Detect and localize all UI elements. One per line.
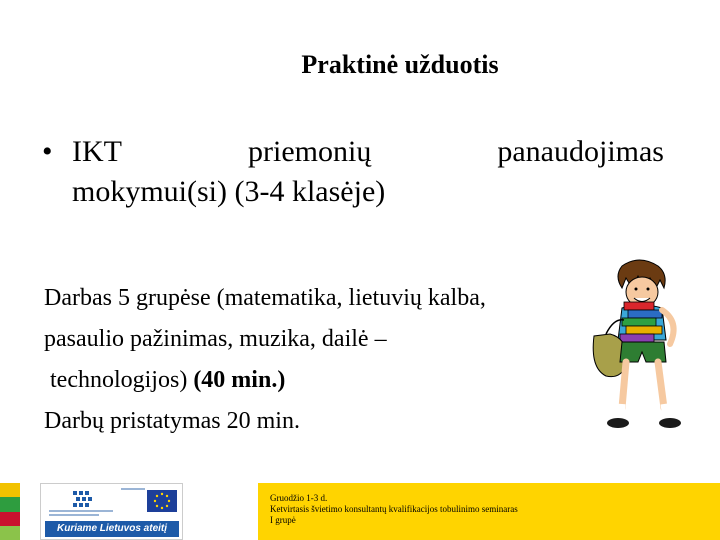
footer [0,483,720,540]
color-stripes [0,483,20,540]
tagline: Kuriame Lietuvos ateitį [45,521,179,537]
body-line-3 [44,360,604,401]
partner-logos-icon [45,488,179,518]
stripe-yellow [0,483,20,497]
stripe-lightgreen [0,526,20,540]
body-line-3-text: technologijos) [44,367,194,393]
note-date: Gruodžio 1-3 d. [270,493,328,503]
bullet-item [42,132,664,212]
body-line-1: Darbas 5 grupėse (matematika, lietuvių kalba, [44,285,486,311]
student-with-books-icon [584,258,694,433]
bullet-dot: • [42,135,53,168]
seminar-note [258,483,720,540]
bullet-word-1: IKT [72,135,122,168]
body-line-2: pasaulio pažinimas, muzika, dailė – [44,326,387,352]
duration-bold: (40 min.) [193,367,286,393]
task-description [44,278,604,442]
stripe-green [0,497,20,511]
bullet-word-2: priemonių [248,135,372,168]
partner-logos [40,483,183,540]
stripe-red [0,512,20,526]
bullet-word-3: panaudojimas [497,135,664,168]
note-seminar: Ketvirtasis švietimo konsultantų kvalifikacijos tobulinimo seminaras [270,504,518,514]
note-group: I grupė [270,515,296,525]
bullet-line-1 [72,132,664,172]
slide-title: Praktinė užduotis [301,50,499,79]
bullet-line-2: mokymui(si) (3-4 klasėje) [72,175,386,208]
bullet-text [72,132,664,212]
body-line-4: Darbų pristatymas 20 min. [44,408,300,434]
